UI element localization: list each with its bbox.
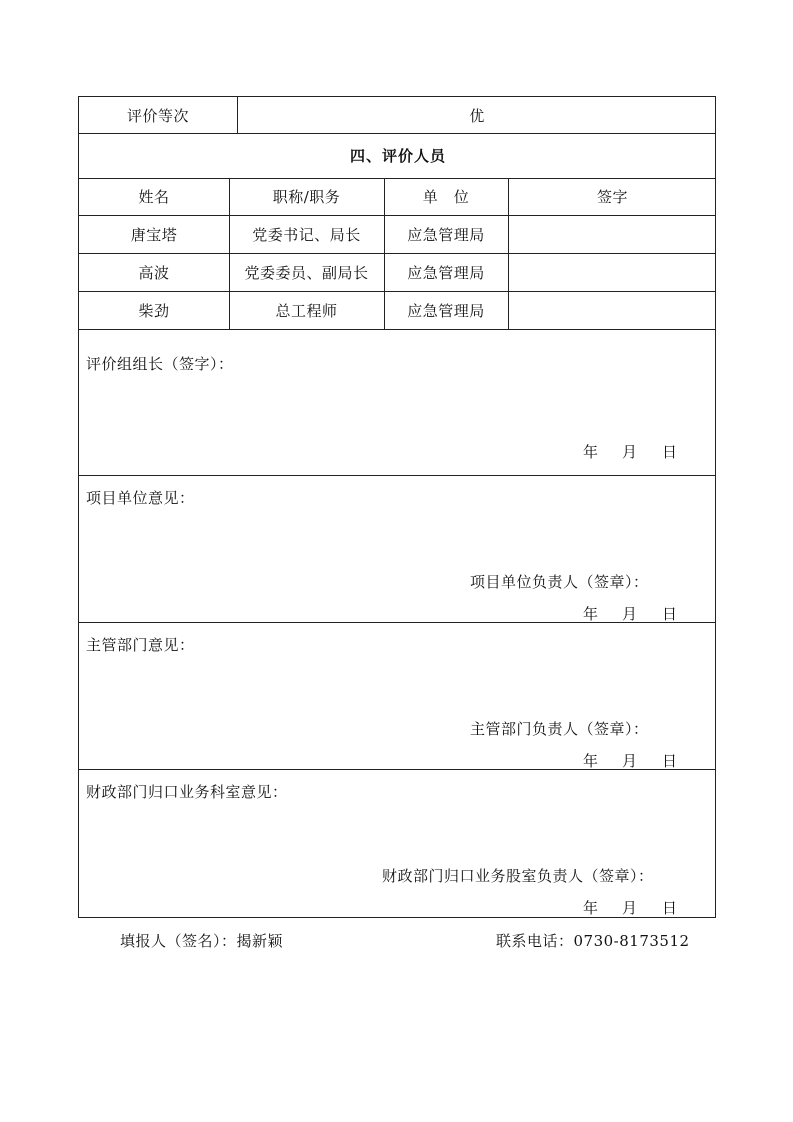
- project-label: 项目单位意见：: [86, 489, 195, 507]
- finance-label: 财政部门归口业务科室意见：: [86, 783, 288, 801]
- section-title: 四、评价人员: [349, 147, 446, 165]
- date-day: 日: [662, 752, 678, 770]
- finance-signer: 财政部门归口业务股室负责人（签章）：: [382, 867, 654, 885]
- row-2-name: 高波: [138, 263, 170, 282]
- contact-phone: 联系电话：0730-8173512: [496, 932, 690, 950]
- evaluation-form: [78, 96, 716, 918]
- row-3-title: 总工程师: [275, 301, 338, 320]
- header-title: 职称/职务: [272, 188, 341, 206]
- date-day: 日: [662, 899, 678, 917]
- date-day: 日: [662, 443, 678, 461]
- date-day: 日: [662, 605, 678, 623]
- divider: [79, 475, 715, 476]
- row-2-title: 党委委员、副局长: [244, 263, 369, 282]
- row-1-signature[interactable]: [508, 215, 717, 253]
- date-year: 年: [583, 443, 599, 461]
- row-2-unit: 应急管理局: [407, 263, 485, 282]
- row-1-name: 唐宝塔: [130, 225, 178, 244]
- header-unit: 单 位: [422, 188, 470, 206]
- row-2-signature[interactable]: [508, 253, 717, 291]
- date-year: 年: [583, 899, 599, 917]
- divider: [79, 329, 715, 330]
- header-name: 姓名: [138, 188, 170, 206]
- divider: [79, 622, 715, 623]
- header-signature: 签字: [596, 188, 628, 206]
- date-month: 月: [622, 899, 638, 917]
- date-month: 月: [622, 605, 638, 623]
- dept-label: 主管部门意见：: [86, 636, 195, 654]
- row-3-name: 柴劲: [138, 301, 170, 320]
- dept-signer: 主管部门负责人（签章）：: [470, 720, 649, 738]
- rating-value: 优: [469, 106, 485, 125]
- row-1-unit: 应急管理局: [407, 225, 485, 244]
- divider: [79, 769, 715, 770]
- date-month: 月: [622, 443, 638, 461]
- date-year: 年: [583, 752, 599, 770]
- filler-info: 填报人（签名）：揭新颖: [120, 932, 284, 950]
- leader-label: 评价组组长（签字）：: [86, 355, 234, 373]
- row-1-title: 党委书记、局长: [252, 225, 361, 244]
- date-year: 年: [583, 605, 599, 623]
- project-signer: 项目单位负责人（签章）：: [470, 573, 649, 591]
- row-3-signature[interactable]: [508, 291, 717, 329]
- rating-label: 评价等次: [126, 106, 189, 125]
- row-3-unit: 应急管理局: [407, 301, 485, 320]
- date-month: 月: [622, 752, 638, 770]
